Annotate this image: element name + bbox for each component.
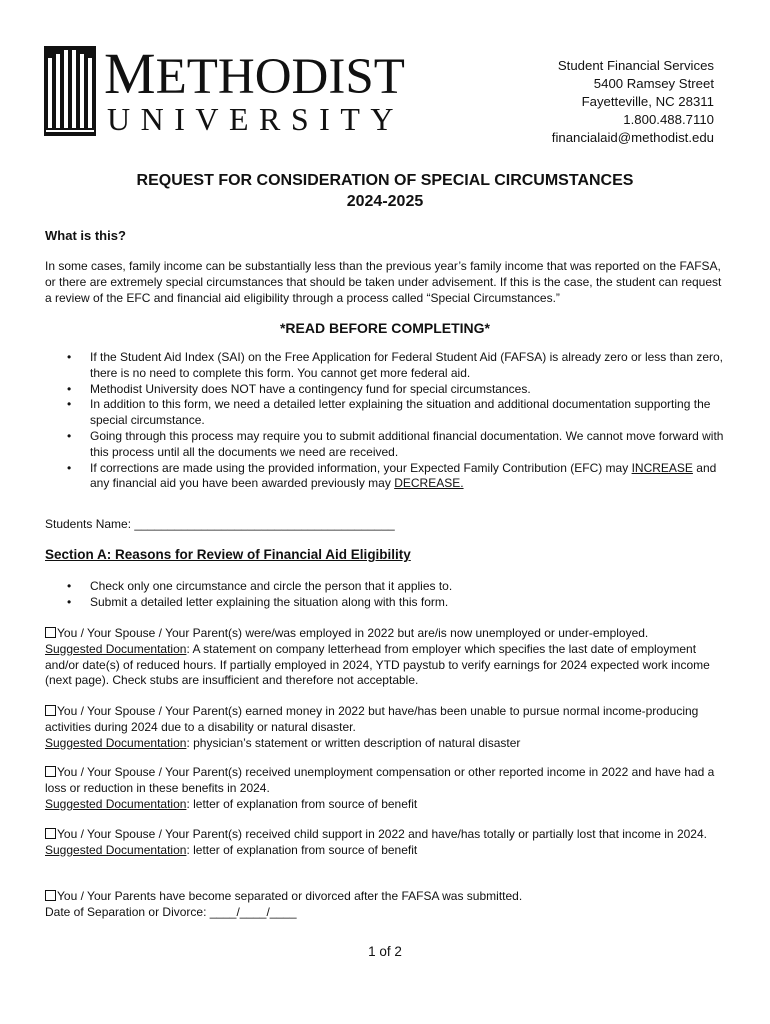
list-item: • If the Student Aid Index (SAI) on the Free Application for Federal Student Aid (FAFSA) is already zero or less than zero, there is no need to complete this form. You cannot get more federal aid. [45, 350, 730, 382]
checkbox[interactable] [45, 766, 56, 777]
methodist-university-logo [44, 41, 414, 138]
page-number: 1 of 2 [368, 944, 402, 959]
award-year: 2024-2025 [346, 193, 424, 210]
increase-emphasis: INCREASE [631, 460, 693, 475]
list-item: • If corrections are made using the provided information, your Expected Family Contribution (EFC) may INCREASE and any financial aid you have been awarded previously may DECREASE. [45, 461, 730, 493]
students-name-label: Students Name: [45, 517, 132, 531]
decrease-emphasis: DECREASE. [394, 476, 464, 491]
circumstance-item-benefits-loss: You / Your Spouse / Your Parent(s) received unemployment compensation or other reported income in 2022 and have had a loss or reduction in these benefits in 2024. Suggested Documentation: letter of explanation from source of benefit [45, 765, 715, 811]
checkbox[interactable] [45, 705, 56, 716]
address-line: Fayetteville, NC 28311 [581, 94, 714, 109]
what-is-this-body: In some cases, family income can be substantially less than the previous year’s family income that was reported on the FAFSA, or there are extremely special circumstances that should be taken under advisement. If this is the case, the student can request a review of the EFC and financial aid eligibility through a process called “Special Circumstances.” [45, 259, 722, 305]
instructions-list [45, 350, 730, 492]
list-item: • Going through this process may require you to submit additional financial documentation. We cannot move forward with this process until all the documents we need are received. [45, 429, 730, 461]
office-address [552, 57, 714, 147]
university-crest-icon [44, 46, 96, 136]
list-item: • Methodist University does NOT have a contingency fund for special circumstances. [45, 382, 730, 398]
logo-wordmark-university: UNIVERSITY [107, 101, 404, 137]
read-before-heading: *READ BEFORE COMPLETING* [279, 320, 490, 336]
title-line: REQUEST FOR CONSIDERATION OF SPECIAL CIRCUMSTANCES [136, 172, 634, 189]
email-address: financialaid@methodist.edu [551, 130, 714, 145]
checkbox[interactable] [45, 890, 56, 901]
checkbox[interactable] [45, 627, 56, 638]
circumstance-item-disability: You / Your Spouse / Your Parent(s) earned money in 2022 but have/has been unable to pursue normal income-producing activities during 2024 due to a disability or natural disaster. Suggested Documentation: physician’s statement or written description of natural disaster [45, 704, 699, 750]
students-name-blank[interactable]: _______________________________________ [134, 517, 395, 531]
circumstance-item-child-support: You / Your Spouse / Your Parent(s) received child support in 2022 and have/has totally or partially lost that income in 2024. Suggested Documentation: letter of explanation from source of benefit [45, 827, 707, 857]
address-line: 5400 Ramsey Street [593, 76, 714, 91]
circumstance-item-unemployment: You / Your Spouse / Your Parent(s) were/was employed in 2022 but are/is now unemployed or under-employed. Suggested Documentation: A statement on company letterhead from employer which specifies the last date of employment and/or date(s) of reduced hours. If partially employed in 2024, YTD paystub to verify earnings for 2024 expected work income (next page). Check stubs are insufficient and therefore not acceptable. [45, 626, 710, 688]
students-name-field[interactable] [45, 517, 725, 533]
phone-number: 1.800.488.7110 [623, 112, 714, 127]
section-a-heading: Section A: Reasons for Review of Financial Aid Eligibility [45, 547, 411, 562]
what-is-this-heading: What is this? [45, 228, 126, 243]
logo-wordmark-methodist: METHODIST [104, 41, 405, 106]
checkbox[interactable] [45, 828, 56, 839]
list-item: • Check only one circumstance and circle the person that it applies to. [45, 579, 730, 595]
document-title [0, 170, 770, 212]
circumstance-item-separation: You / Your Parents have become separated or divorced after the FAFSA was submitted. Date of Separation or Divorce: ____/____/____ [45, 889, 523, 919]
list-item: • Submit a detailed letter explaining the situation along with this form. [45, 595, 730, 611]
section-a-instructions [45, 579, 730, 611]
separation-date-field[interactable]: Date of Separation or Divorce: ____/____/____ [45, 904, 297, 919]
list-item: • In addition to this form, we need a detailed letter explaining the situation and additional documentation supporting the special circumstance. [45, 397, 730, 429]
address-line: Student Financial Services [557, 58, 714, 73]
